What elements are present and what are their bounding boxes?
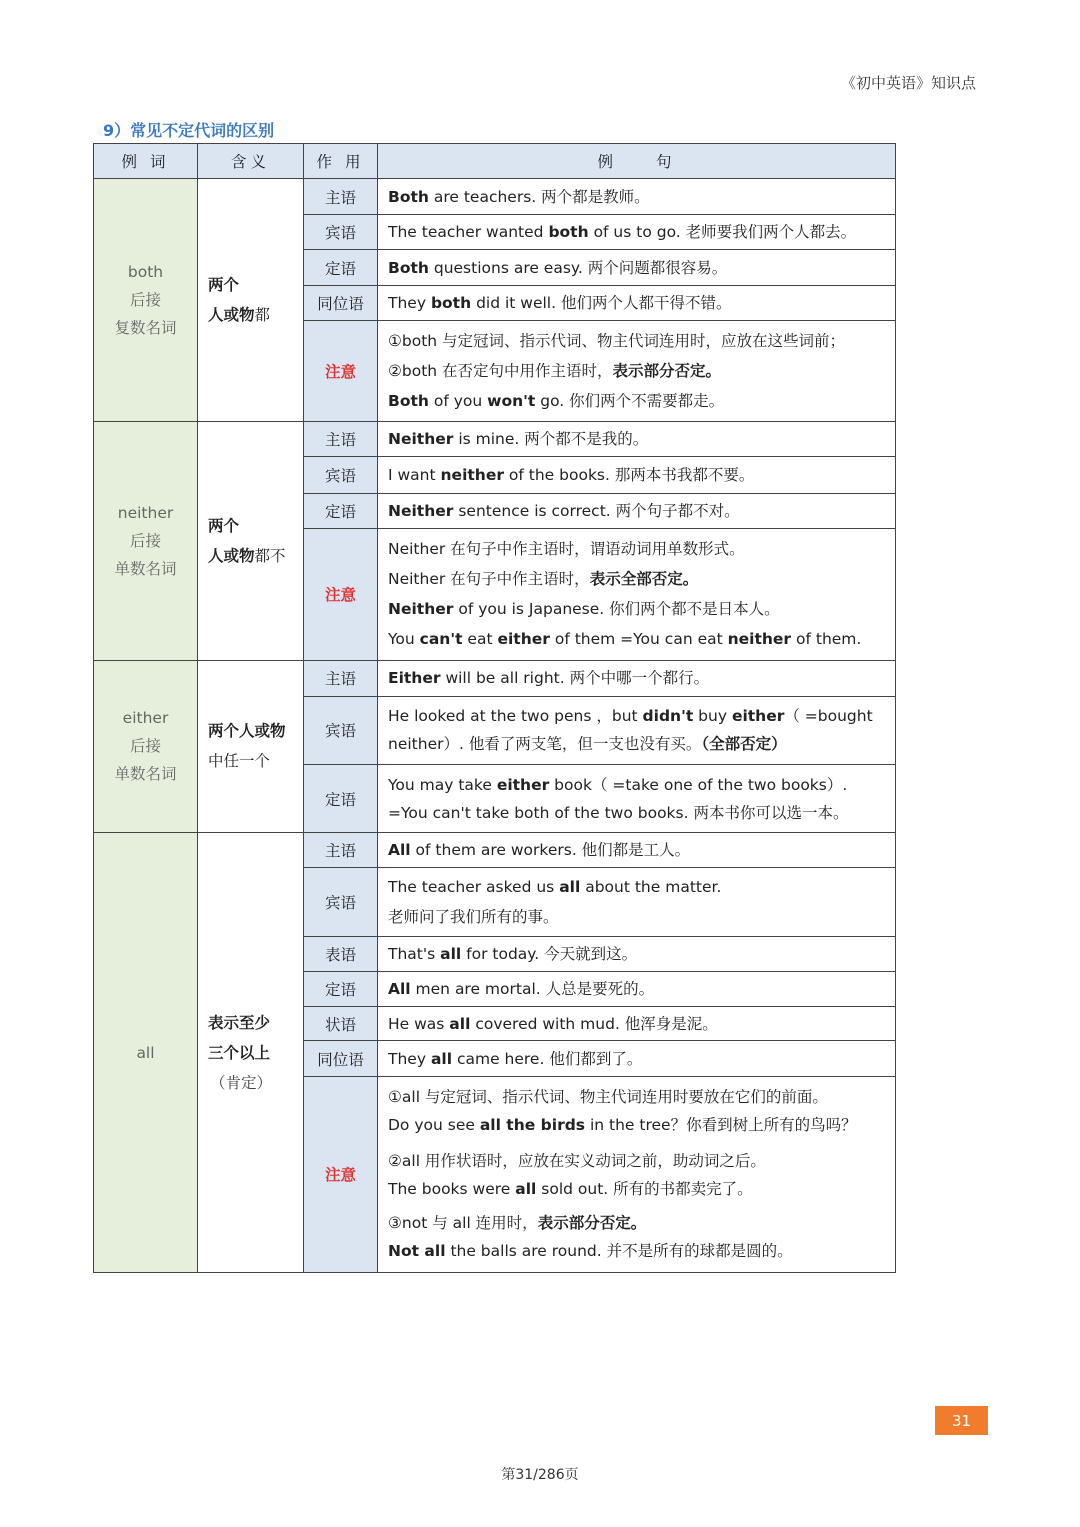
example-cell: All of them are workers. 他们都是工人。 (378, 833, 896, 868)
example-cell: The teacher wanted both of us to go. 老师要我们两个人都去。 (378, 215, 896, 250)
note-cell: ①both 与定冠词、指示代词、物主代词连用时，应放在这些词前； ②both 在否定句中用作主语时，表示部分否定。 Both of you won't go. 你们两个不需要都走。 (378, 321, 896, 422)
meaning-both: 两个 人或物都 (198, 179, 304, 422)
example-cell: You may take either book（ =take one of the two books）. =You can't take both of the two books. 两本书你可以选一本。 (378, 765, 896, 833)
role-cell: 状语 (304, 1007, 378, 1041)
role-cell: 宾语 (304, 868, 378, 937)
note-label: 注意 (304, 321, 378, 422)
example-cell: All men are mortal. 人总是要死的。 (378, 972, 896, 1007)
table-header-row (94, 144, 896, 179)
header-role: 作 用 (304, 144, 378, 179)
note-cell: Neither 在句子中作主语时，谓语动词用单数形式。 Neither 在句子中作主语时，表示全部否定。 Neither of you is Japanese. 你们两个都不是日本人。 You can't eat either of them =You can eat neither of them. (378, 528, 896, 660)
example-cell: The teacher asked us all about the matter. 老师问了我们所有的事。 (378, 868, 896, 937)
pronoun-table (93, 143, 896, 1273)
role-cell: 定语 (304, 493, 378, 528)
note-label: 注意 (304, 528, 378, 660)
role-cell: 宾语 (304, 215, 378, 250)
table-row (94, 833, 896, 868)
role-cell: 定语 (304, 972, 378, 1007)
note-label: 注意 (304, 1076, 378, 1272)
role-cell: 宾语 (304, 696, 378, 764)
header-word: 例 词 (94, 144, 198, 179)
role-cell: 主语 (304, 422, 378, 457)
header-example: 例 句 (378, 144, 896, 179)
example-cell: He looked at the two pens ，but didn't buy either（ =bought neither）. 他看了两支笔，但一支也没有买。（全部否定） (378, 696, 896, 764)
word-all: all (94, 833, 198, 1273)
role-cell: 定语 (304, 250, 378, 286)
example-cell: Neither sentence is correct. 两个句子都不对。 (378, 493, 896, 528)
role-cell: 宾语 (304, 457, 378, 493)
example-cell: Neither is mine. 两个都不是我的。 (378, 422, 896, 457)
role-cell: 定语 (304, 765, 378, 833)
role-cell: 同位语 (304, 286, 378, 321)
table-row (94, 179, 896, 215)
section-title: 9）常见不定代词的区别 (103, 121, 275, 140)
role-cell: 主语 (304, 833, 378, 868)
document-header-title: 《初中英语》知识点 (840, 74, 976, 92)
role-cell: 表语 (304, 937, 378, 972)
example-cell: I want neither of the books. 那两本书我都不要。 (378, 457, 896, 493)
word-neither: neither 后接 单数名词 (94, 422, 198, 660)
meaning-neither: 两个 人或物都不 (198, 422, 304, 660)
example-cell: They all came here. 他们都到了。 (378, 1041, 896, 1076)
example-cell: Both questions are easy. 两个问题都很容易。 (378, 250, 896, 286)
role-cell: 主语 (304, 660, 378, 696)
example-cell: That's all for today. 今天就到这。 (378, 937, 896, 972)
role-cell: 同位语 (304, 1041, 378, 1076)
word-either: either 后接 单数名词 (94, 660, 198, 832)
example-cell: He was all covered with mud. 他浑身是泥。 (378, 1007, 896, 1041)
table-row (94, 422, 896, 457)
example-cell: Either will be all right. 两个中哪一个都行。 (378, 660, 896, 696)
word-both: both 后接 复数名词 (94, 179, 198, 422)
example-cell: Both are teachers. 两个都是教师。 (378, 179, 896, 215)
note-cell: ①all 与定冠词、指示代词、物主代词连用时要放在它们的前面。 Do you see all the birds in the tree？你看到树上所有的鸟吗？ ②all 用作状语时，应放在实义动词之前，助动词之后。 The books were all sold out. 所有的书都卖完了。 ③not 与 all 连用时，表示部分否定。 Not all the balls are round. 并不是所有的球都是圆的。 (378, 1076, 896, 1272)
example-cell: They both did it well. 他们两个人都干得不错。 (378, 286, 896, 321)
header-meaning: 含义 (198, 144, 304, 179)
meaning-either: 两个人或物 中任一个 (198, 660, 304, 832)
table-row (94, 660, 896, 696)
page-footer: 第31/286页 (501, 1467, 579, 1483)
role-cell: 主语 (304, 179, 378, 215)
page-number-badge: 31 (935, 1406, 988, 1435)
meaning-all: 表示至少 三个以上 （肯定） (198, 833, 304, 1273)
